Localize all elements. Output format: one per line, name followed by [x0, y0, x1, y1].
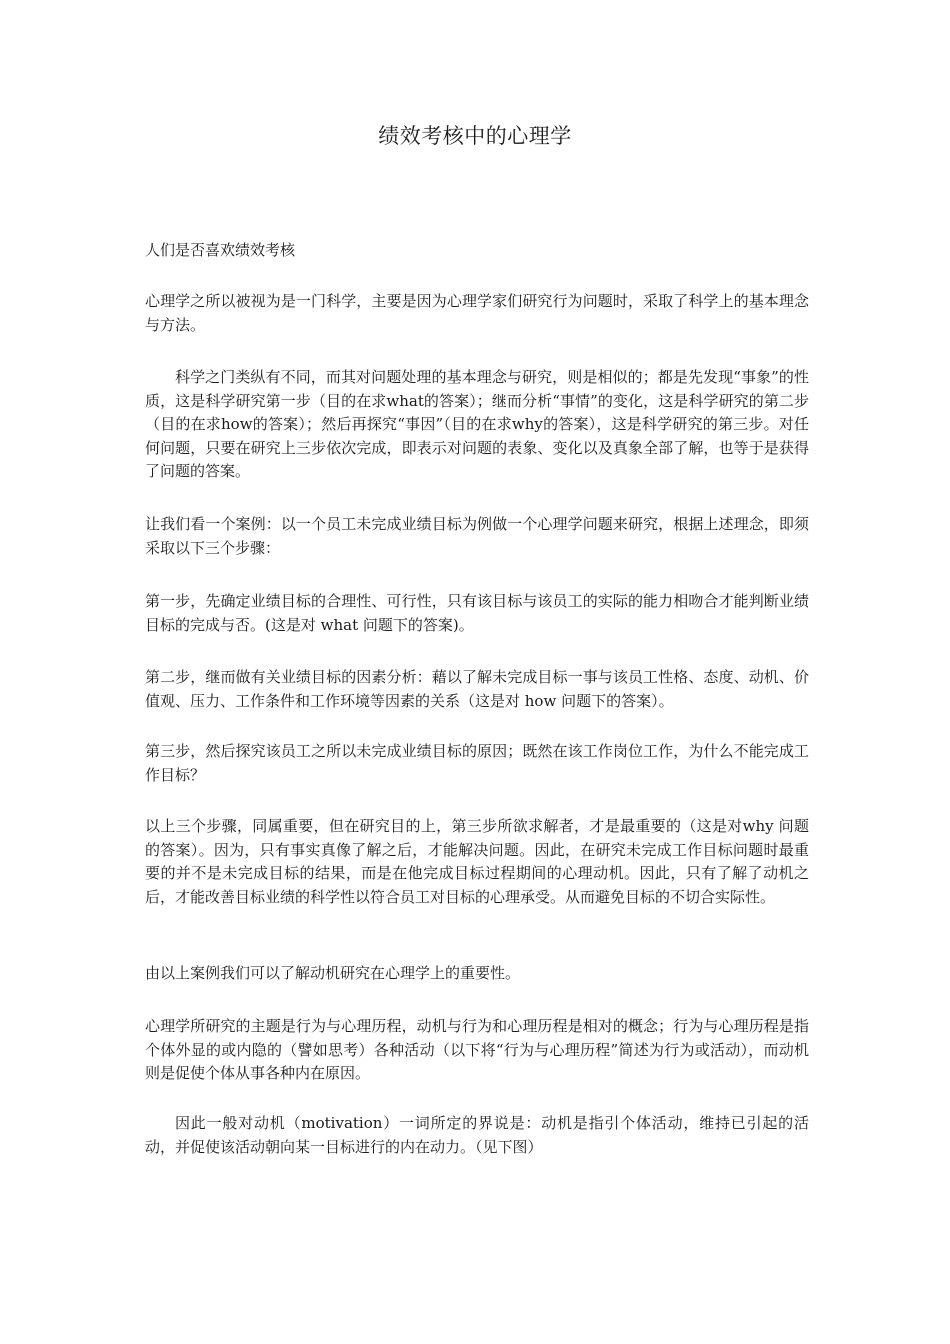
- paragraph: 第一步，先确定业绩目标的合理性、可行性，只有该目标与该员工的实际的能力相吻合才能判断业绩目标的完成与否。(这是对 what 问题下的答案)。: [145, 592, 809, 634]
- paragraph: 心理学所研究的主题是行为与心理历程，动机与行为和心理历程是相对的概念；行为与心理历程是指个体外显的或内隐的（譬如思考）各种活动（以下将“行为与心理历程”简述为行为或活动），而动机则是促使个体从事各种内在原因。: [145, 1017, 809, 1082]
- paragraph: 以上三个步骤，同属重要，但在研究目的上，第三步所欲求解者，才是最重要的（这是对why 问题的答案）。因为，只有事实真像了解之后，才能解决问题。因此，在研究未完成工作目标问题时最重要的并不是未完成目标的结果，而是在他完成目标过程期间的心理动机。因此，只有了解了动机之后，才能改善目标业绩的科学性以符合员工对目标的心理承受。从而避免目标的不切合实际性。: [145, 817, 809, 906]
- paragraph: 心理学之所以被视为是一门科学，主要是因为心理学家们研究行为问题时，采取了科学上的基本理念与方法。: [145, 292, 809, 334]
- paragraph: 科学之门类纵有不同，而其对问题处理的基本理念与研究，则是相似的；都是先发现“事象”的性质，这是科学研究第一步（目的在求what的答案）；继而分析“事情”的变化，这是科学研究的第二步（目的在求how的答案）；然后再探究“事因”（目的在求why的答案），这是科学研究的第三步。对任何问题，只要在研究上三步依次完成，即表示对问题的表象、变化以及真象全部了解，也等于是获得了问题的答案。: [145, 368, 809, 480]
- paragraph: 人们是否喜欢绩效考核: [145, 241, 296, 259]
- paragraph: 让我们看一个案例：以一个员工未完成业绩目标为例做一个心理学问题来研究，根据上述理念，即须采取以下三个步骤：: [145, 515, 809, 557]
- paragraph: 第三步，然后探究该员工之所以未完成业绩目标的原因；既然在该工作岗位工作，为什么不能完成工作目标？: [145, 742, 809, 784]
- page-title: 绩效考核中的心理学: [378, 124, 572, 148]
- body-text: [145, 0, 809, 1344]
- paragraph: 由以上案例我们可以了解动机研究在心理学上的重要性。: [145, 964, 521, 982]
- paragraph: 因此一般对动机（motivation）一词所定的界说是：动机是指引个体活动，维持已引起的活动，并促使该活动朝向某一目标进行的内在动力。（见下图）: [145, 1114, 809, 1156]
- paragraph: 第二步，继而做有关业绩目标的因素分析：藉以了解未完成目标一事与该员工性格、态度、动机、价值观、压力、工作条件和工作环境等因素的关系（这是对 how 问题下的答案）。: [145, 668, 809, 710]
